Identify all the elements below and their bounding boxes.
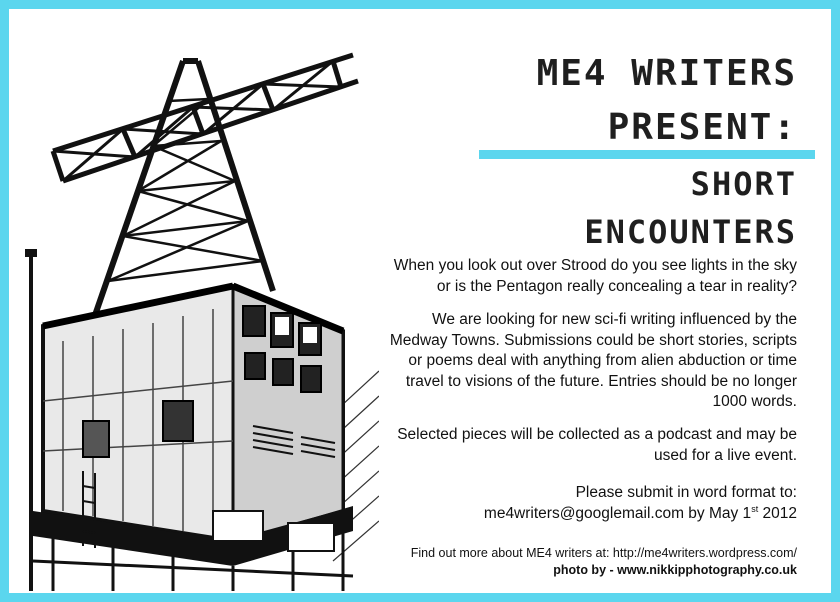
- title-line-1: ME4 WRITERS: [536, 53, 797, 94]
- description-line: Medway Towns. Submissions could be short stories, scripts: [389, 331, 797, 349]
- date-suffix: st: [751, 503, 759, 514]
- description-line: or poems deal with anything from alien abduction or time: [408, 352, 797, 369]
- crane-photo: [23, 41, 379, 591]
- submission-year: 2012: [758, 504, 797, 522]
- podcast-line: Selected pieces will be collected as a podcast and may be: [397, 426, 797, 443]
- subtitle-line-1: SHORT: [690, 165, 797, 203]
- submission-paragraph: [337, 483, 797, 524]
- photo-credit: photo by - www.nikkipphotography.co.uk: [553, 563, 797, 577]
- description-line: We are looking for new sci-fi writing influenced by the: [432, 311, 797, 328]
- subtitle-line-2: ENCOUNTERS: [584, 213, 797, 251]
- intro-paragraph: [337, 256, 797, 297]
- podcast-paragraph: [337, 425, 797, 466]
- submission-instruction: Please submit in word format to:: [575, 484, 797, 501]
- more-info-link[interactable]: Find out more about ME4 writers at: http://me4writers.wordpress.com/: [410, 546, 797, 560]
- submission-email[interactable]: me4writers@googlemail.com by May 1: [483, 504, 752, 522]
- submission-email-deadline[interactable]: [337, 504, 797, 525]
- intro-line: or is the Pentagon really concealing a tear in reality?: [436, 277, 797, 295]
- accent-bar: [479, 150, 815, 159]
- title-line-2: PRESENT:: [607, 107, 797, 148]
- description-line: 1000 words.: [712, 393, 797, 410]
- podcast-line: used for a live event.: [653, 446, 797, 464]
- intro-line: When you look out over Strood do you see lights in the sky: [393, 257, 797, 274]
- description-line: travel to visions of the future. Entries should be no longer: [405, 372, 797, 390]
- description-paragraph: [337, 310, 797, 413]
